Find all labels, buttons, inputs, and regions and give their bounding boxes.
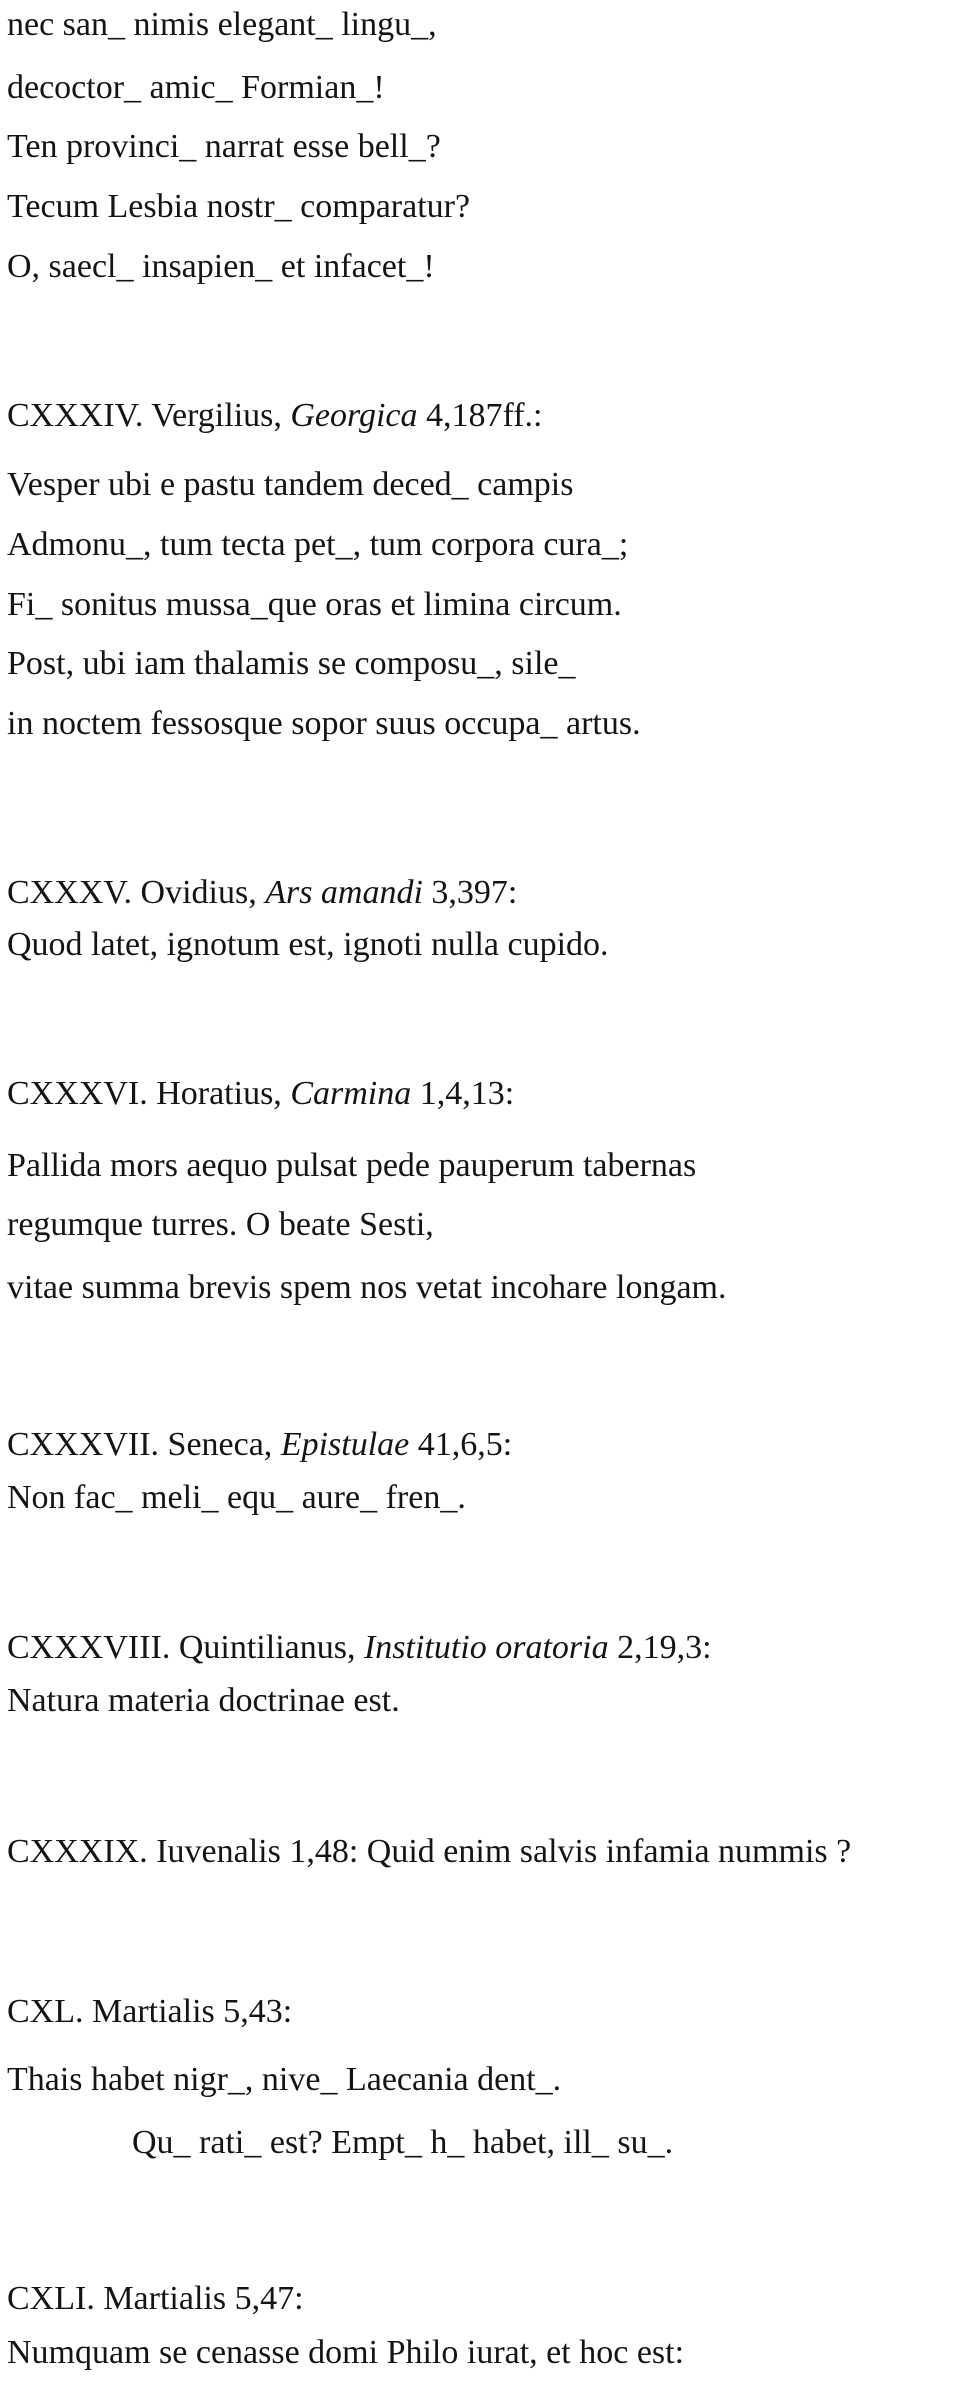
text-line: Vesper ubi e pastu tandem deced_ campis — [7, 466, 574, 503]
text-line: Post, ubi iam thalamis se composu_, sile_ — [7, 645, 576, 682]
section-heading-cxxxv: CXXXV. Ovidius, Ars amandi 3,397: — [7, 874, 518, 911]
text-line: in noctem fessosque sopor suus occupa_ artus. — [7, 705, 641, 742]
text-line: Tecum Lesbia nostr_ comparatur? — [7, 188, 471, 225]
text-line: Thais habet nigr_, nive_ Laecania dent_. — [7, 2061, 562, 2098]
section-heading-cxxxix: CXXXIX. Iuvenalis 1,48: Quid enim salvis infamia nummis ? — [7, 1833, 852, 1870]
text-line: Natura materia doctrinae est. — [7, 1682, 400, 1719]
section-heading-cxli: CXLI. Martialis 5,47: — [7, 2280, 304, 2317]
text-line-indented: Qu_ rati_ est? Empt_ h_ habet, ill_ su_. — [132, 2124, 674, 2161]
text-line: Admonu_, tum tecta pet_, tum corpora cura_; — [7, 526, 629, 563]
text-line: vitae summa brevis spem nos vetat incohare longam. — [7, 1269, 727, 1306]
section-heading-cxxxviii: CXXXVIII. Quintilianus, Institutio oratoria 2,19,3: — [7, 1629, 712, 1666]
text-line: Ten provinci_ narrat esse bell_? — [7, 128, 441, 165]
section-heading-cxl: CXL. Martialis 5,43: — [7, 1993, 293, 2030]
section-heading-cxxxiv: CXXXIV. Vergilius, Georgica 4,187ff.: — [7, 397, 543, 434]
section-heading-cxxxvii: CXXXVII. Seneca, Epistulae 41,6,5: — [7, 1426, 513, 1463]
text-line: Non fac_ meli_ equ_ aure_ fren_. — [7, 1479, 466, 1516]
text-line: nec san_ nimis elegant_ lingu_, — [7, 6, 437, 43]
text-line: regumque turres. O beate Sesti, — [7, 1206, 434, 1243]
text-line: Quod latet, ignotum est, ignoti nulla cupido. — [7, 926, 609, 963]
text-line: O, saecl_ insapien_ et infacet_! — [7, 248, 435, 285]
text-line: Numquam se cenasse domi Philo iurat, et hoc est: — [7, 2334, 685, 2371]
text-line: Pallida mors aequo pulsat pede pauperum tabernas — [7, 1147, 697, 1184]
text-line: decoctor_ amic_ Formian_! — [7, 69, 385, 106]
text-line: Fi_ sonitus mussa_que oras et limina circum. — [7, 586, 622, 623]
section-heading-cxxxvi: CXXXVI. Horatius, Carmina 1,4,13: — [7, 1075, 515, 1112]
